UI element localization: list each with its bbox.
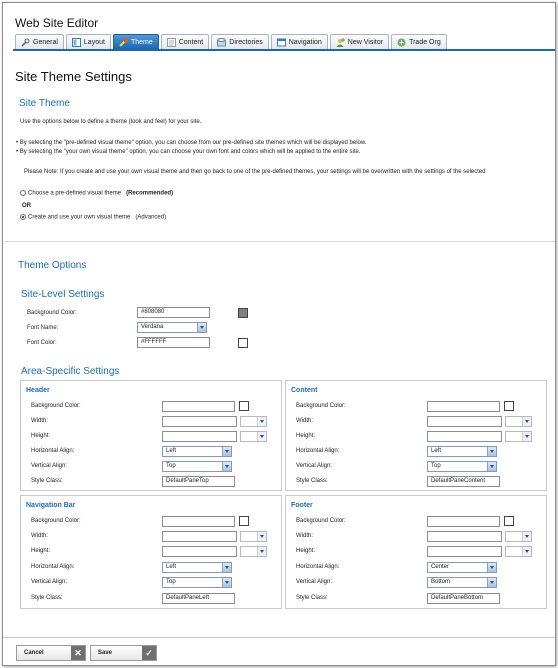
tab-label: Trade Org: [409, 38, 441, 46]
tab-content[interactable]: [161, 34, 210, 49]
tab-label: Navigation: [288, 38, 322, 46]
footer-height-label: Height:: [296, 548, 316, 554]
chevron-down-icon: [257, 417, 266, 426]
footer-v-align-value: Bottom: [431, 579, 451, 585]
navigation-h-align-label: Horizontal Align:: [31, 564, 75, 570]
header-panel: [20, 380, 282, 491]
footer-bg-color-swatch[interactable]: [504, 516, 514, 526]
font-color-input[interactable]: #FFFFFF: [137, 337, 210, 348]
footer-height-unit-select[interactable]: [505, 546, 532, 557]
tab-label: Theme: [130, 38, 153, 46]
font-name-value: Verdana: [141, 324, 164, 330]
header-height-unit-select[interactable]: [240, 431, 267, 442]
header-style-class-input[interactable]: DefaultPaneTop: [162, 476, 235, 487]
tab-new-visitor[interactable]: [330, 34, 389, 49]
header-h-align-label: Horizontal Align:: [31, 448, 75, 454]
content-h-align-label: Horizontal Align:: [296, 448, 340, 454]
header-width-label: Width:: [31, 418, 49, 424]
site-bg-color-label: Background Color:: [27, 310, 77, 316]
tab-navigation[interactable]: [271, 34, 328, 49]
cancel-button-label: Cancel: [24, 650, 44, 656]
footer-panel: [285, 495, 547, 609]
site-level-heading: Site-Level Settings: [21, 289, 105, 300]
navigation-icon: [277, 38, 286, 47]
content-width-input[interactable]: [427, 416, 502, 427]
site-theme-heading: Site Theme: [19, 98, 70, 109]
footer-width-label: Width:: [296, 533, 314, 539]
chevron-down-icon: [222, 447, 231, 456]
navigation-h-align-select[interactable]: [162, 562, 232, 573]
paint-brush-icon: [119, 38, 128, 47]
header-bg-color-label: Background Color:: [31, 403, 81, 409]
content-h-align-value: Left: [431, 448, 442, 454]
wrench-icon: [21, 38, 30, 47]
chevron-down-icon: [487, 563, 496, 572]
tab-underline: [13, 49, 556, 51]
chevron-down-icon: [257, 432, 266, 441]
navigation-bg-color-swatch[interactable]: [239, 516, 249, 526]
save-button-label: Save: [98, 650, 113, 656]
content-style-class-input[interactable]: DefaultPaneContent: [427, 476, 500, 487]
header-panel-title: Header: [26, 387, 50, 394]
footer-bg-color-label: Background Color:: [296, 518, 346, 524]
chevron-down-icon: [487, 447, 496, 456]
content-v-align-label: Vertical Align:: [296, 463, 333, 469]
content-bg-color-input[interactable]: [427, 401, 500, 412]
tab-trade-org[interactable]: [391, 34, 447, 49]
navigation-width-label: Width:: [31, 533, 49, 539]
chevron-down-icon: [522, 417, 531, 426]
footer-bg-color-input[interactable]: [427, 516, 500, 527]
chevron-down-icon: [522, 432, 531, 441]
site-bg-color-swatch[interactable]: [238, 308, 248, 318]
navigation-panel-title: Navigation Bar: [26, 502, 76, 509]
chevron-down-icon: [222, 462, 231, 471]
footer-v-align-label: Vertical Align:: [296, 579, 333, 585]
content-width-label: Width:: [296, 418, 314, 424]
content-height-input[interactable]: [427, 431, 502, 442]
chevron-down-icon: [257, 547, 266, 556]
chevron-down-icon: [222, 563, 231, 572]
tab-directories[interactable]: [211, 34, 268, 49]
content-panel-title: Content: [291, 387, 318, 394]
radio-own-theme[interactable]: [20, 214, 26, 220]
editor-window: [2, 2, 556, 666]
close-icon: ✕: [71, 646, 85, 660]
footer-width-unit-select[interactable]: [505, 531, 532, 542]
content-icon: [167, 38, 176, 47]
cancel-button[interactable]: [16, 645, 86, 661]
content-height-label: Height:: [296, 433, 316, 439]
page-title: Site Theme Settings: [15, 69, 132, 84]
recommended-tag: (Recommended): [126, 190, 174, 197]
save-button[interactable]: [90, 645, 157, 661]
directory-icon: [217, 38, 226, 47]
content-bg-color-swatch[interactable]: [504, 401, 514, 411]
tab-label: General: [33, 38, 58, 46]
app-title: Web Site Editor: [15, 16, 99, 30]
area-specific-heading: Area-Specific Settings: [21, 366, 120, 377]
navigation-height-label: Height:: [31, 548, 51, 554]
navigation-panel: [20, 495, 282, 609]
chevron-down-icon: [487, 462, 496, 471]
option-own-theme[interactable]: [20, 214, 166, 221]
navigation-width-input[interactable]: [162, 531, 237, 542]
trade-org-icon: [397, 38, 406, 47]
advanced-tag: (Advanced): [135, 214, 167, 221]
chevron-down-icon: [487, 578, 496, 587]
font-color-label: Font Color:: [27, 340, 57, 346]
header-width-unit-select[interactable]: [240, 416, 267, 427]
footer-divider: [3, 637, 556, 638]
footer-panel-title: Footer: [291, 502, 313, 509]
chevron-down-icon: [522, 547, 531, 556]
header-height-input[interactable]: [162, 431, 237, 442]
checkmark-icon: ✓: [142, 646, 156, 660]
chevron-down-icon: [257, 532, 266, 541]
tab-label: Directories: [229, 38, 263, 46]
divider: [5, 241, 555, 242]
header-bg-color-swatch[interactable]: [239, 401, 249, 411]
navigation-v-align-select[interactable]: [162, 577, 232, 588]
navigation-h-align-value: Left: [166, 564, 177, 570]
visitor-icon: [336, 38, 345, 47]
radio-predefined[interactable]: [20, 190, 26, 196]
navigation-v-align-value: Top: [166, 579, 176, 585]
chevron-down-icon: [222, 578, 231, 587]
theme-options-heading: Theme Options: [18, 260, 87, 271]
header-width-input[interactable]: [162, 416, 237, 427]
footer-h-align-label: Horizontal Align:: [296, 564, 340, 570]
navigation-height-unit-select[interactable]: [240, 546, 267, 557]
navigation-style-class-input[interactable]: DefaultPaneLeft: [162, 593, 235, 604]
bullet-predefined: • By selecting the "pre-defined visual theme" option, you can choose from our pre-defined site themes which will be displayed below.: [16, 140, 367, 146]
theme-note: Please Note: If you create and use your own visual theme and then go back to one of the pre-defined themes, your settings will be overwritten with the settings of the selected: [24, 169, 486, 175]
layout-icon: [72, 38, 81, 47]
header-height-label: Height:: [31, 433, 51, 439]
footer-v-align-select[interactable]: [427, 577, 497, 588]
font-color-swatch[interactable]: [238, 338, 248, 348]
header-h-align-value: Left: [166, 448, 177, 454]
tab-layout[interactable]: [66, 34, 111, 49]
footer-width-input[interactable]: [427, 531, 502, 542]
option-predefined-label: Choose a pre-defined visual theme: [28, 190, 122, 197]
navigation-bg-color-label: Background Color:: [31, 518, 81, 524]
header-v-align-select[interactable]: [162, 461, 232, 472]
footer-style-class-label: Style Class:: [296, 595, 328, 601]
option-own-theme-label: Create and use your own visual theme: [28, 214, 131, 221]
tab-label: New Visitor: [347, 38, 384, 46]
content-h-align-select[interactable]: [427, 446, 497, 457]
content-bg-color-label: Background Color:: [296, 403, 346, 409]
footer-h-align-select[interactable]: [427, 562, 497, 573]
content-v-align-select[interactable]: [427, 461, 497, 472]
chevron-down-icon: [197, 323, 206, 332]
tab-bar: [15, 34, 447, 49]
bullet-own-theme: • By selecting the "your own visual theme" option, you can choose your own font and colors which will be applied to the entire site.: [16, 149, 361, 155]
site-bg-color-input[interactable]: #808080: [137, 307, 210, 318]
footer-h-align-value: Center: [431, 564, 450, 570]
header-style-class-label: Style Class:: [31, 478, 63, 484]
tab-label: Content: [178, 38, 204, 46]
header-h-align-select[interactable]: [162, 446, 232, 457]
navigation-v-align-label: Vertical Align:: [31, 579, 68, 585]
tab-label: Layout: [83, 38, 105, 46]
content-v-align-value: Top: [431, 463, 441, 469]
font-name-select[interactable]: [137, 322, 207, 333]
or-label: OR: [22, 203, 31, 209]
navigation-style-class-label: Style Class:: [31, 595, 63, 601]
header-v-align-label: Vertical Align:: [31, 463, 68, 469]
navigation-width-unit-select[interactable]: [240, 531, 267, 542]
site-theme-intro: Use the options below to define a theme (look and feel) for your site.: [20, 119, 202, 125]
header-v-align-value: Top: [166, 463, 176, 469]
navigation-height-input[interactable]: [162, 546, 237, 557]
option-predefined[interactable]: [20, 190, 173, 197]
content-width-unit-select[interactable]: [505, 416, 532, 427]
font-name-label: Font Name:: [27, 325, 59, 331]
header-bg-color-input[interactable]: [162, 401, 235, 412]
chevron-down-icon: [522, 532, 531, 541]
footer-height-input[interactable]: [427, 546, 502, 557]
navigation-bg-color-input[interactable]: [162, 516, 235, 527]
footer-style-class-input[interactable]: DefaultPaneBottom: [427, 593, 500, 604]
tab-theme[interactable]: [113, 34, 159, 49]
content-panel: [285, 380, 547, 491]
content-style-class-label: Style Class:: [296, 478, 328, 484]
tab-general[interactable]: [15, 34, 64, 49]
content-height-unit-select[interactable]: [505, 431, 532, 442]
